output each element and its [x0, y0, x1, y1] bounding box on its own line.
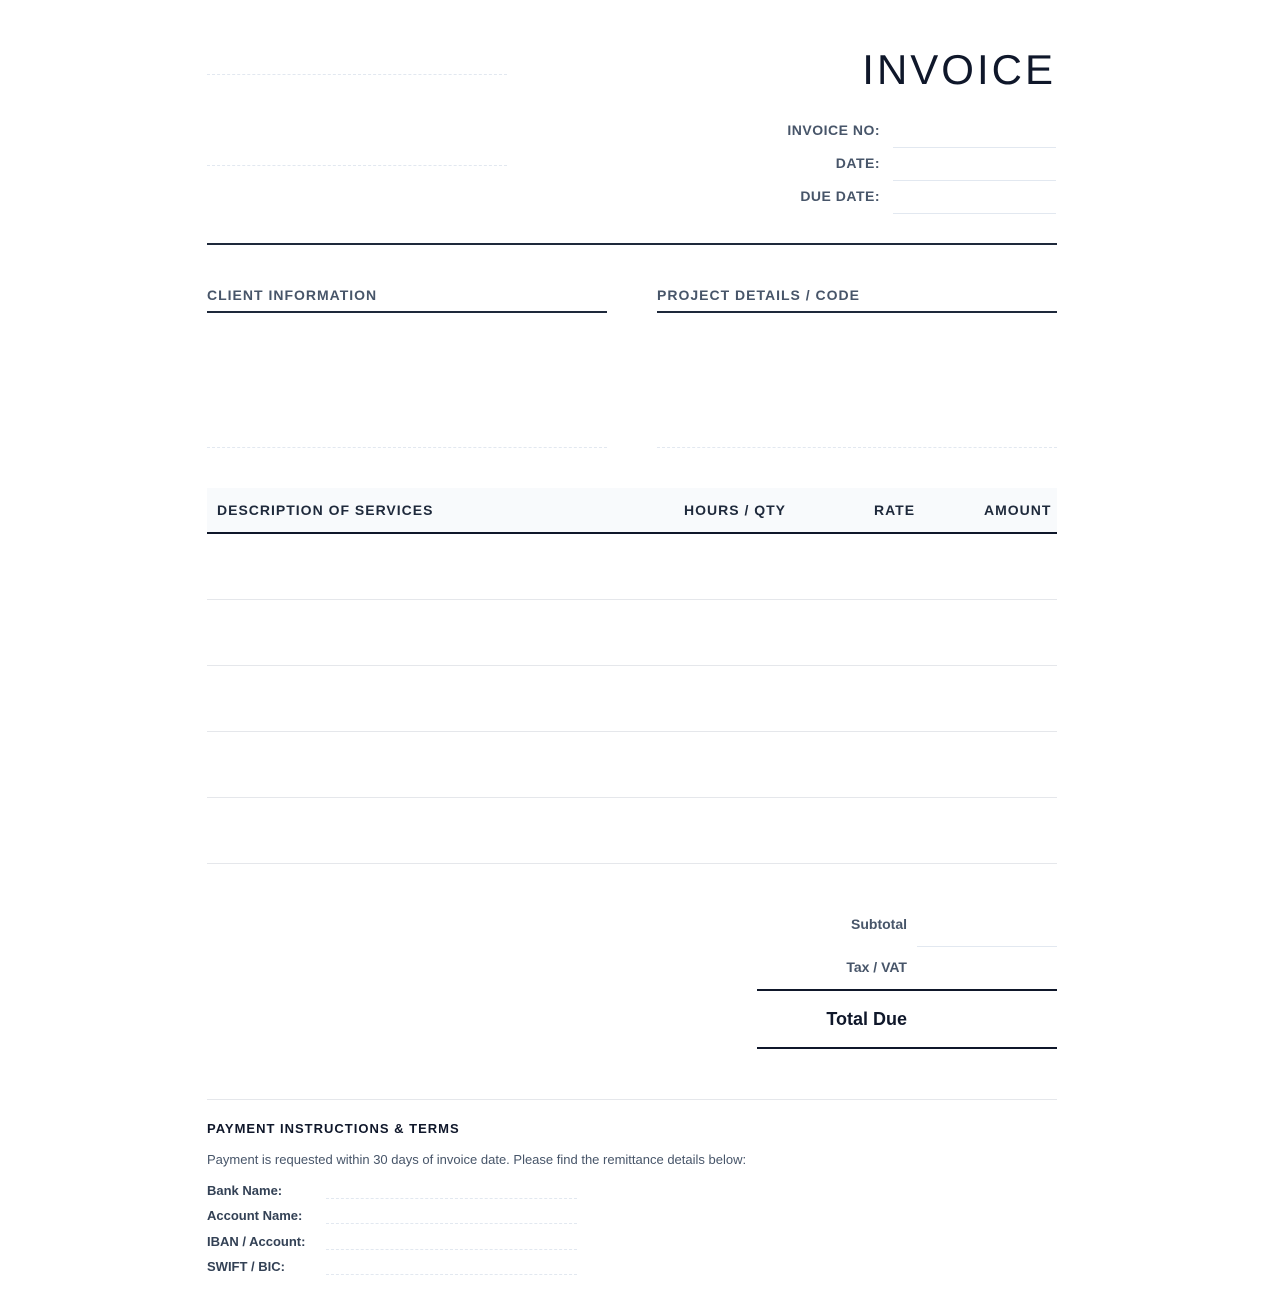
total-due-label: Total Due [826, 1009, 907, 1029]
project-details-field[interactable] [657, 327, 1057, 448]
payment-title: PAYMENT INSTRUCTIONS & TERMS [207, 1121, 460, 1136]
client-info-field[interactable] [207, 327, 607, 448]
col-description: DESCRIPTION OF SERVICES [217, 502, 434, 518]
table-row[interactable] [207, 798, 1057, 864]
due-date-field[interactable] [893, 181, 1056, 214]
services-table-header [207, 488, 1057, 534]
swift-field[interactable] [326, 1274, 577, 1275]
footer-divider [207, 1099, 1057, 1100]
table-row[interactable] [207, 600, 1057, 666]
invoice-title: INVOICE [862, 46, 1056, 93]
project-details-heading-label: PROJECT DETAILS / CODE [657, 287, 860, 303]
bank-name-field[interactable] [326, 1198, 577, 1199]
subtotal-field[interactable] [917, 914, 1057, 947]
header-divider [207, 243, 1057, 245]
company-address-line[interactable] [207, 165, 507, 166]
bank-name-label: Bank Name: [207, 1183, 283, 1198]
table-row[interactable] [207, 732, 1057, 798]
date-label: DATE: [835, 155, 880, 171]
iban-label: IBAN / Account: [207, 1234, 306, 1249]
tax-field[interactable] [917, 956, 1057, 988]
tax-label: Tax / VAT [846, 959, 907, 975]
total-due-field[interactable] [917, 1005, 1057, 1035]
swift-label: SWIFT / BIC: [207, 1259, 285, 1274]
due-date-label: DUE DATE: [800, 188, 880, 204]
date-field[interactable] [893, 148, 1056, 181]
client-info-heading-label: CLIENT INFORMATION [207, 287, 378, 303]
account-name-field[interactable] [326, 1223, 577, 1224]
col-rate: RATE [874, 502, 916, 518]
subtotal-label: Subtotal [851, 916, 907, 932]
table-row[interactable] [207, 666, 1057, 732]
payment-terms-text: Payment is requested within 30 days of invoice date. Please find the remittance details below: [207, 1152, 747, 1167]
col-hours-qty: HOURS / QTY [684, 502, 787, 518]
invoice-no-field[interactable] [893, 115, 1056, 148]
client-info-heading [207, 287, 607, 313]
account-name-label: Account Name: [207, 1208, 303, 1223]
total-bottom-rule [757, 1047, 1057, 1049]
project-details-heading [657, 287, 1057, 313]
table-row[interactable] [207, 534, 1057, 600]
col-amount: AMOUNT [984, 502, 1052, 518]
iban-field[interactable] [326, 1249, 577, 1250]
total-top-rule [757, 989, 1057, 991]
invoice-no-label: INVOICE NO: [787, 122, 880, 138]
company-name-line[interactable] [207, 74, 507, 75]
